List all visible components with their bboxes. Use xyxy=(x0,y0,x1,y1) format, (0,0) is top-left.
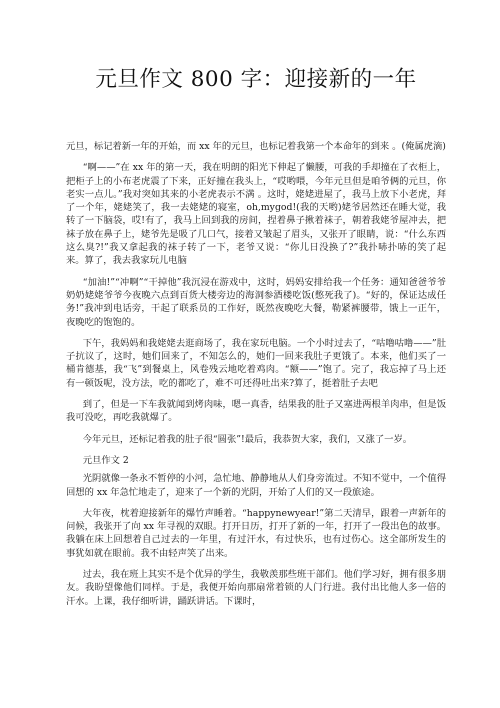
paragraph-2: “啊——”在 xx 年的第一天，我在明朗的阳光下伸起了懒腰，可我的手却撞在了衣柜上，把柜子上的小布老虎震了下来，正好撞在我头上，“哎哟喂，今年元旦但是咱爷俩的元旦，你老实一点儿。”我对突如其来的小老虎表示不满 。这时，姥姥进屋了，我马上放下小老虎，拜了一个年，姥姥笑了，我一去姥姥的寝室，oh,mygod!(我的天哟)姥爷居然还在睡大觉，我转了一下脑袋，哎!有了，我马上回到我的房间，捏着鼻子揪着袜子，朝着我姥爷屋冲去，把袜子放在鼻子上，姥爷先是吸了几口气，接着又皱起了眉头，又张开了眼睛，说：“什么东西这么臭?!”我又拿起我的袜子转了一下，老爷又说：“你儿日没换了?”我扑哧扑哧的笑了起来。算了，我去我家玩儿电脑 xyxy=(66,162,446,267)
paragraph-1: 元旦，标记着新一年的开始，而 xx 年的元旦，也标记着我第一个本命年的到来 。(俺属虎滴) xyxy=(66,141,446,152)
section-heading: 元旦作文 2 xyxy=(82,454,129,466)
paragraph-4: 下午，我妈妈和我姥姥去逛商场了，我在家玩电脑。一个小时过去了，“咕噜咕噜——”肚子抗议了，这时，她们回来了，不知怎么的，她们一回来我肚子更饿了。本来，他们买了一桶肯德基，我“飞”到餐桌上，风卷残云地吃着鸡肉。“额——”饱了。完了，我忘掉了马上还有一顿饭呢，没方法，吃的都吃了，难不可还得吐出来?算了，挺着肚子去吧 xyxy=(66,337,446,389)
paragraph-5: 到了，但是一下车我就闻到烤肉味，嗯一真香，结果我的肚子又塞进两根羊肉串，但是饭我可没吃，再吃我就爆了。 xyxy=(66,399,446,424)
paragraph-9: 过去，我在班上其实不是个优异的学生，我敬羡那些班干部们。他们学习好，拥有很多朋友。我盼望像他们同样。于是，我便开始向那扇常着锁的人门行进。我付出比他人多一倍的汗水。上课，我仔细听讲，踊跃讲话。下课时， xyxy=(66,569,446,607)
paragraph-3: “加油!”“冲啊”“干掉他”我沉浸在游戏中，这时，妈妈安排给我一个任务：通知爸爸爷爷奶奶姥姥爷爷今夜晚六点到百货大楼旁边的海洞参酒楼吃饭(憋死我了)。“好的，保证达成任务!”我冲到电话旁，干起了联系员的工作好，既然夜晚吃大餐，勒紧裤腰带，饿上一正午，夜晚吃的饱饱的。 xyxy=(66,276,446,328)
document-title: 元旦作文 800 字：迎接新的一年 xyxy=(95,67,417,92)
paragraph-6: 今年元旦，还标记着我的肚子很“圆张”!最后，我恭贺大家，我们，又涨了一岁。 xyxy=(82,433,413,445)
paragraph-7: 光阴就像一条永不暂停的小河，急忙地、静静地从人们身旁流过。不知不觉中，一个值得回想的 xx 年急忙地走了，迎来了一个新的光阴，开始了人们的又一段旅途。 xyxy=(66,473,446,498)
paragraph-8: 大年夜，枕着迎接新年的爆竹声睡着。“happynewyear!”第二天清早，跟着一声新年的问候，我张开了向 xx 年寻视的双眼。打开日历，打开了新的一年，打开了一段出色的故事。我躺在床上回想着自己过去的一年里，有过汗水，有过快乐，也有过伤心。这全部所发生的事犹如就在眼前。我不由轻声笑了出来。 xyxy=(66,507,446,559)
article-body xyxy=(66,140,446,608)
